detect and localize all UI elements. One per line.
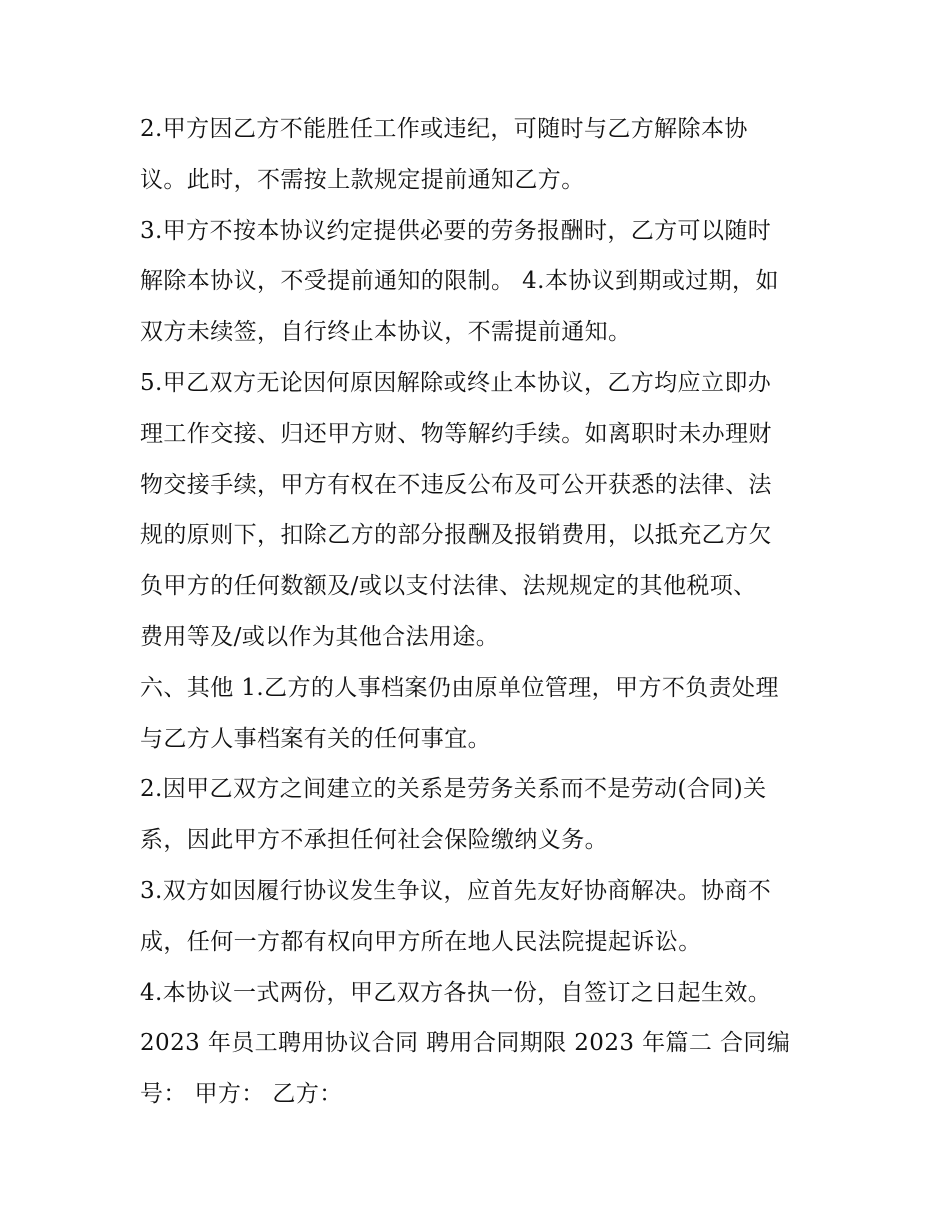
text-line: 负甲方的任何数额及/或以支付法律、法规规定的其他税项、 [140, 573, 757, 600]
text-line: 5.甲乙双方无论因何原因解除或终止本协议，乙方均应立即办 [140, 369, 772, 396]
text-line: 理工作交接、归还甲方财、物等解约手续。如离职时未办理财 [140, 420, 772, 447]
section-6-clause-2 [140, 764, 820, 866]
text-line: 物交接手续，甲方有权在不违反公布及可公开获悉的法律、法 [140, 471, 772, 498]
text-line: 4.本协议一式两份，甲乙双方各执一份，自签订之日起生效。 [140, 979, 772, 1006]
text-line: 议。此时，不需按上款规定提前通知乙方。 [140, 166, 585, 193]
text-line: 2.因甲乙双方之间建立的关系是劳务关系而不是劳动(合同)关 [140, 776, 767, 803]
text-line: 3.双方如因履行协议发生争议，应首先友好协商解决。协商不 [140, 877, 772, 904]
section-6-clause-3 [140, 866, 820, 968]
document-body [140, 104, 820, 1120]
text-line: 成，任何一方都有权向甲方所在地人民法院提起诉讼。 [140, 928, 702, 955]
section-6-clause-4 [140, 968, 820, 1019]
text-line: 解除本协议，不受提前通知的限制。 4.本协议到期或过期，如 [140, 268, 779, 295]
text-line: 2.甲方因乙方不能胜任工作或违纪，可随时与乙方解除本协 [140, 116, 748, 142]
text-line: 系，因此甲方不承担任何社会保险缴纳义务。 [140, 827, 608, 854]
clause-3-4-termination [140, 206, 820, 358]
text-line: 与乙方人事档案有关的任何事宜。 [140, 725, 491, 752]
text-line: 3.甲方不按本协议约定提供必要的劳务报酬时，乙方可以随时 [140, 217, 772, 244]
clause-2-termination-by-party-a [140, 104, 820, 206]
contract-header-part-2 [140, 1018, 820, 1120]
text-line: 六、其他 1.乙方的人事档案仍由原单位管理，甲方不负责处理 [140, 674, 779, 701]
clause-5-handover [140, 358, 820, 663]
section-6-other-clause-1 [140, 663, 820, 765]
text-line: 号： 甲方： 乙方： [140, 1081, 343, 1108]
text-line: 规的原则下，扣除乙方的部分报酬及报销费用，以抵充乙方欠 [140, 522, 772, 549]
text-line: 费用等及/或以作为其他合法用途。 [140, 623, 500, 650]
text-line: 2023 年员工聘用协议合同 聘用合同期限 2023 年篇二 合同编 [140, 1030, 791, 1057]
text-line: 双方未续签，自行终止本协议，不需提前通知。 [140, 319, 632, 346]
